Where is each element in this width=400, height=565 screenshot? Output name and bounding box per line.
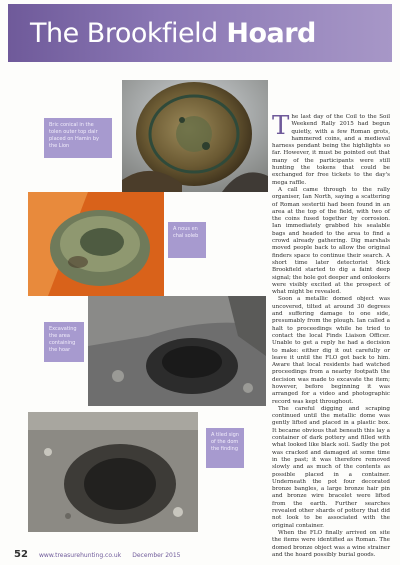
- article-paragraph: Soon a metallic domed object was uncovered, tilted at around 30 degrees and suffering damage to one side, presumably from the plough. Ian called a halt to proceedings while he tried to contact the local Finds Liaison Officer. Unable to get a reply he had a decision to make: either dig it out carefully or leave it until the FLO got back to him. Aware that local residents had watched proceedings from a nearby footpath the decision was made to excavate the item; however, before beginning it was arranged for a video and photographic record was kept throughout.: [272, 296, 390, 405]
- website-url: www.treasurehunting.co.uk: [39, 552, 122, 559]
- article-paragraph: The careful digging and scraping continued until the metallic dome was gently lifted and placed in a plastic box. It became obvious that beneath this lay a container of dark pottery and filled with what looked like black soil. Sadly the pot was cracked and damaged at some time in the past; it was therefore removed slowly and as much of the contents as possible placed in a container. Underneath the pot four decorated bronze bangles, a large bronze hair pin and bronze wire bracelet were lifted from the earth. Further searches revealed other shards of pottery that did not look to be associated with the original container.: [272, 405, 390, 529]
- drop-cap: T: [272, 111, 290, 141]
- page-title: [30, 10, 316, 58]
- photo-strainer: [122, 80, 268, 192]
- photo-excavation: [88, 296, 266, 406]
- caption-2: A nous en chal soleb: [168, 222, 206, 258]
- article-paragraph: [272, 111, 390, 187]
- photo-strainer-image: [122, 80, 268, 192]
- photo-excavation-image: [88, 296, 266, 406]
- issue-date: December 2015: [132, 552, 181, 559]
- title-bold: Hoard: [226, 18, 316, 49]
- photo-orange-cloth-image: [28, 192, 164, 296]
- caption-1: Bric conical in the tolen outer top dair placed on Hamin by the Lion: [44, 118, 112, 158]
- caption-3: Excavating the area containing the hoar: [44, 322, 84, 362]
- page-footer: [14, 546, 181, 558]
- paragraph-text: he last day of the Coil to the Soil Weekend Rally 2015 had begun quietly, with a few Roman grots, hammered coins, and a medieval harness pendant being the highlights so far. However, it must be pointed out that many of the participants were still hunting the tokens that could be exchanged for free tickets to the day's mega raffle.: [272, 114, 390, 186]
- photo-soil-pit-image: [28, 412, 198, 532]
- caption-4: A tiled sign of the dom the finding: [206, 428, 244, 468]
- article-body: [272, 111, 390, 559]
- page-number: 52: [14, 549, 28, 560]
- article-paragraph: When the FLO finally arrived on site the items were identified as Roman. The domed bronze object was a wine strainer and the hoard possibly burial goods.: [272, 529, 390, 558]
- photo-soil-pit: [28, 412, 198, 532]
- photo-orange-cloth: [28, 192, 164, 296]
- title-light: The Brookfield: [30, 18, 218, 49]
- article-paragraph: A call came through to the rally organiser, Ian North, saying a scattering of Roman sestertii had been found in an area at the top of the field, with two of the coins fused together by corrosion. Ian immediately grabbed his sealable bags and headed to the area to find a crowd already gathering. Dig marshals moved people back to allow the original finders space to continue their search. A short time later detectorist Mick Brookfield started to dig a faint deep signal; the hole got deeper and onlookers were visibly excited at the prospect of what might be revealed.: [272, 186, 390, 296]
